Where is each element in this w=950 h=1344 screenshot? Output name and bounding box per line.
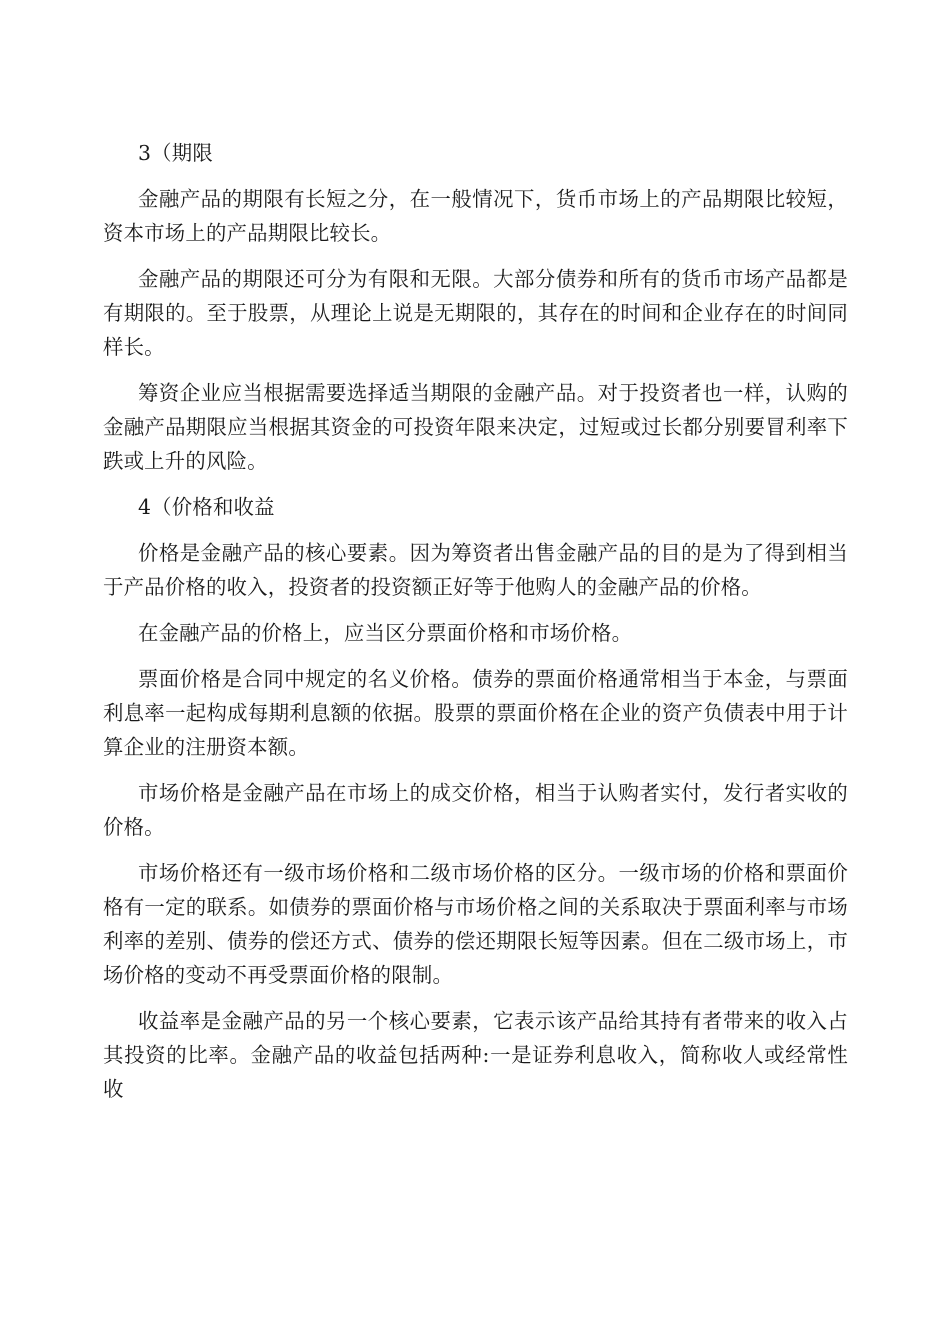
paragraph-face-value: 票面价格是合同中规定的名义价格。债券的票面价格通常相当于本金，与票面利息率一起构成每期利息额的依据。股票的票面价格在企业的资产负债表中用于计算企业的注册资本额。 [103, 667, 848, 759]
paragraph-price-types: 在金融产品的价格上，应当区分票面价格和市场价格。 [138, 621, 633, 645]
section-heading-term: 3（期限 [138, 141, 213, 165]
paragraph-market-price: 市场价格是金融产品在市场上的成交价格，相当于认购者实付，发行者实收的价格。 [103, 781, 848, 839]
paragraph-term-length: 金融产品的期限有长短之分，在一般情况下，货币市场上的产品期限比较短，资本市场上的产品期限比较长。 [103, 187, 848, 245]
paragraph-yield: 收益率是金融产品的另一个核心要素，它表示该产品给其持有者带来的收入占其投资的比率。金融产品的收益包括两种:一是证券利息收入，简称收人或经常性收 [103, 1009, 848, 1101]
paragraph-price-core: 价格是金融产品的核心要素。因为筹资者出售金融产品的目的是为了得到相当于产品价格的收入，投资者的投资额正好等于他购人的金融产品的价格。 [103, 541, 848, 599]
section-heading-price-yield: 4（价格和收益 [138, 495, 275, 519]
paragraph-primary-secondary: 市场价格还有一级市场价格和二级市场价格的区分。一级市场的价格和票面价格有一定的联系。如债券的票面价格与市场价格之间的关系取决于票面利率与市场利率的差别、债券的偿还方式、债券的偿还期限长短等因素。但在二级市场上，市场价格的变动不再受票面价格的限制。 [103, 861, 848, 987]
document-page [103, 136, 848, 1106]
paragraph-term-limited: 金融产品的期限还可分为有限和无限。大部分债券和所有的货币市场产品都是有期限的。至于股票，从理论上说是无期限的，其存在的时间和企业存在的时间同样长。 [103, 267, 848, 359]
paragraph-term-choice: 筹资企业应当根据需要选择适当期限的金融产品。对于投资者也一样，认购的金融产品期限应当根据其资金的可投资年限来决定，过短或过长都分别要冒利率下跌或上升的风险。 [103, 381, 848, 473]
